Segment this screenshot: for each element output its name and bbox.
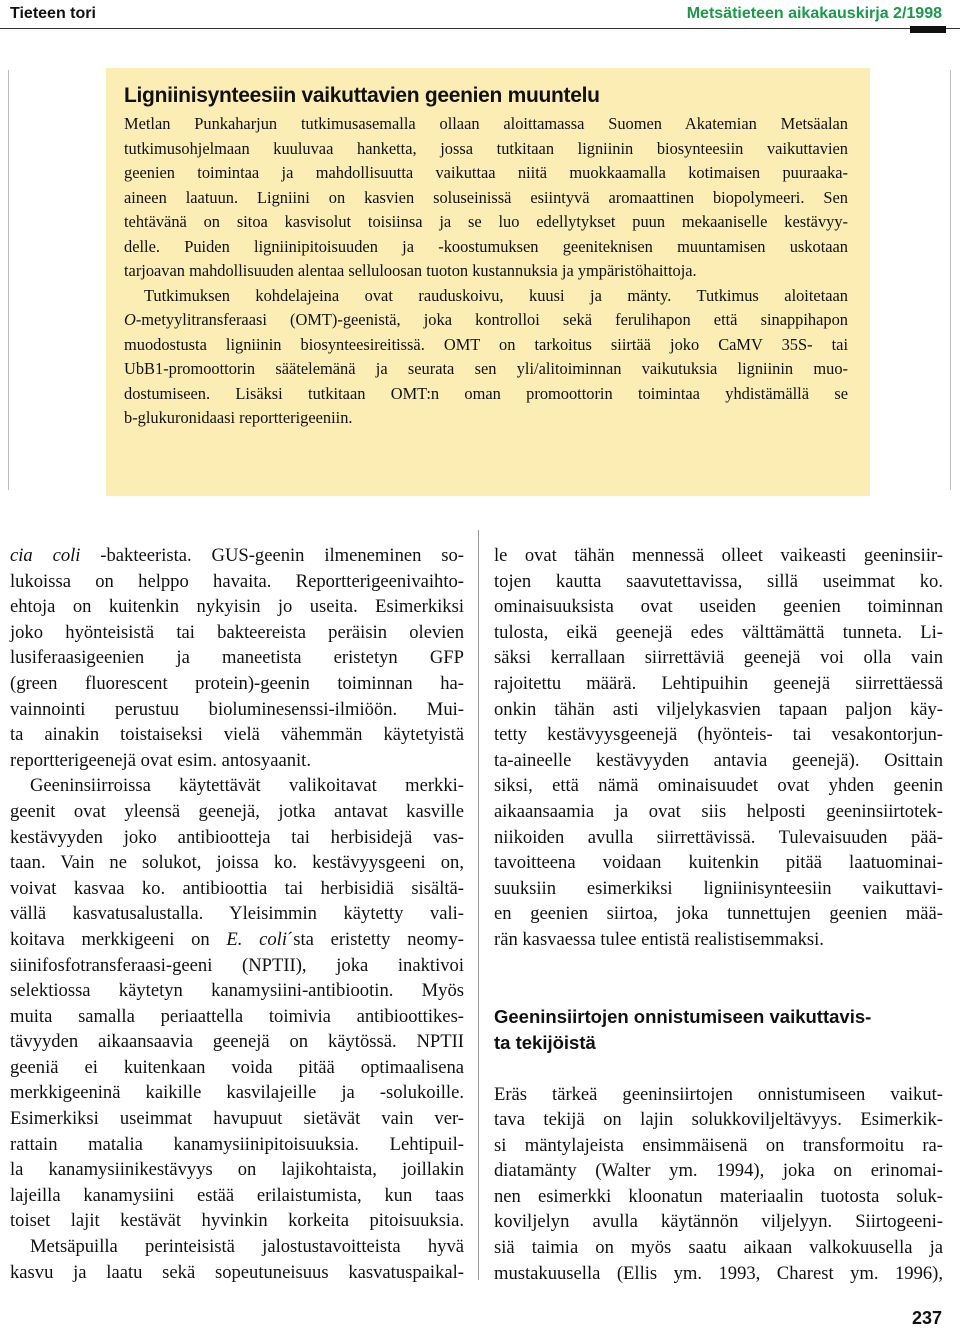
box-line: muodostusta ligniinin biosynteesireitissä. OMT on tarkoitus siirtää joko CaMV 35S- tai <box>124 334 848 354</box>
body-line: Esimerkiksi useimmat havupuut sietävät vain ver- <box>10 1108 464 1130</box>
body-line: nen esimerkki kloonatun materiaalin tuotosta soluk- <box>494 1185 943 1207</box>
body-line: geenit ovat yleensä geenejä, jotka antavat kasville <box>10 800 464 822</box>
box-line <box>124 308 848 333</box>
box-line: dostumiseen. Lisäksi tutkitaan OMT:n oman promoottorin toimintaa yhdistämällä se <box>124 383 848 403</box>
body-line: vällä kasvatusalustalla. Yleisimmin käytetty vali- <box>10 903 464 925</box>
body-line: Geeninsiirroissa käytettävät valikoitavat merkki- <box>30 775 464 797</box>
body-line: merkkigeeninä kaikille kasvilajeille ja -solukoille. <box>10 1082 464 1104</box>
page-number: 237 <box>911 1308 942 1328</box>
body-line <box>10 543 464 569</box>
body-line: reportterigeenejä ovat esim. antosyaanit. <box>10 749 311 771</box>
body-line: mustakuusella (Ellis ym. 1993, Charest ym. 1996), <box>494 1262 943 1284</box>
body-line: Metsäpuilla perinteisistä jalostustavoitteista hyvä <box>30 1236 464 1258</box>
body-line: siinifosfotransferaasi-geeni (NPTII), joka inaktivoi <box>10 954 464 976</box>
body-line: vainnointi perustuu bioluminesenssi-ilmiöön. Mui- <box>10 698 464 720</box>
box-line: tutkimusohjelmaan kuuluvaa hanketta, jossa tutkitaan ligniinin biosynteesiin vaikuttavien <box>124 138 848 158</box>
body-line: tetty kestävyysgeenejä (hyönteis- tai vesakontorjun- <box>494 724 943 746</box>
section-heading-line: ta tekijöistä <box>494 1031 596 1053</box>
italic-species: cia coli <box>10 545 81 566</box>
body-line: säksi kerrallaan siirrettäviä geenejä voi olla vain <box>494 647 943 669</box>
page-header <box>0 0 960 30</box>
box-line: delle. Puiden ligniinipitoisuuden ja -koostumuksen geeniteknisen muuntamisen uskotaan <box>124 236 848 256</box>
margin-line-left <box>8 70 9 490</box>
body-line: en geenien siirtoa, joka tunnettujen geenien mää- <box>494 903 943 925</box>
column-divider <box>478 530 479 1280</box>
body-line: ta ainakin toistaiseksi vielä vähemmän käytetyistä <box>10 724 464 746</box>
header-mark <box>910 26 946 33</box>
box-line: tehtävänä on sitoa kasvisolut toisiinsa ja se luo edellytykset puun mekaaniselle kestävyy- <box>124 212 848 231</box>
box-line-text: -metyylitransferaasi (OMT)-geenistä, joka kontrolloi sekä ferulihapon että sinappihapon <box>135 310 848 329</box>
italic-ecoli: E. coli <box>226 928 288 950</box>
body-line: selektiossa käytetyn kanamysiini-antibiootin. Myös <box>10 980 464 1002</box>
body-line: tava tekijä on lajin solukkoviljeltävyys. Esimerkik- <box>494 1109 943 1131</box>
body-line: siä taimia on myös saatu aikaan valkokuusella ja <box>494 1237 943 1259</box>
body-line <box>10 927 464 953</box>
body-line: tävyyden aikaansaavia geenejä on käytössä. NPTII <box>10 1031 464 1053</box>
body-line: toiset lajit kestävät hyvinkin korkeita pitoisuuksia. <box>10 1210 464 1232</box>
body-line: ehtoja on kuitenkin nykyisin jo useita. Esimerkiksi <box>10 596 464 618</box>
box-line: Metlan Punkaharjun tutkimusasemalla ollaan aloittamassa Suomen Akatemian Metsäalan <box>124 114 848 133</box>
body-line: rattain matalia kanamysiinipitoisuuksia. Lehtipuil- <box>10 1133 464 1155</box>
body-line: la kanamysiinikestävyys on lajikohtaista, joillakin <box>10 1159 464 1181</box>
body-line: tulosta, eikä geenejä edes välttämättä tunneta. Li- <box>494 621 943 643</box>
journal-name: Metsätieteen aikakauskirja 2/1998 <box>686 5 942 22</box>
body-line-text: koitava merkkigeeni on <box>10 928 227 950</box>
body-line: kasvu ja laatu sekä sopeutuneisuus kasvatuspaikal- <box>10 1261 464 1283</box>
body-line: tavoitteena voidaan kuitenkin pitää laatuominai- <box>494 852 943 874</box>
left-column <box>10 543 464 1285</box>
section-heading <box>494 1004 943 1056</box>
body-line: tojen kautta saavutettavissa, sillä useimmat ko. <box>494 570 943 592</box>
margin-line-right <box>950 70 951 490</box>
body-line: taan. Vain ne solukot, joissa ko. kestävyysgeeni on, <box>10 852 464 874</box>
box-text <box>124 112 848 431</box>
body-line: si mäntylajeista ensimmäisenä on transformoitu ra- <box>494 1134 943 1156</box>
box-line: UbB1-promoottorin säätelemänä ja seurata sen yli/alitoiminnan vaikutuksia ligniinin muo- <box>124 359 848 378</box>
body-line: siksi, että nämä ominaisuudet ovat yhden geenin <box>494 775 943 797</box>
body-line: voivat kasvaa ko. antibioottia tai herbisidiä sisältä- <box>10 877 464 899</box>
section-name: Tieteen tori <box>10 5 96 22</box>
body-line: geeniä ei kuitenkaan voida pitää optimaalisena <box>10 1056 464 1078</box>
spacer <box>494 1056 943 1082</box>
body-line: koviljelyn avulla käytännön viljelyyn. Siirtogeeni- <box>494 1211 943 1233</box>
body-line: lukoissa on helppo havaita. Reportterigeenivaihto- <box>10 570 464 592</box>
body-line: suuksiin esimerkiksi ligniinisynteesiin vaikuttavi- <box>494 877 943 899</box>
box-line: b-glukuronidaasi reportterigeeniin. <box>124 408 353 427</box>
box-line: Tutkimuksen kohdelajeina ovat rauduskoivu, kuusi ja mänty. Tutkimus aloitetaan <box>144 285 848 305</box>
body-line: niikoiden avulla siirrettävissä. Tulevaisuuden pää- <box>494 826 943 848</box>
body-line-text: -bakteerista. GUS-geenin ilmeneminen so- <box>80 545 464 566</box>
body-line: kestävyyden joko antibiootteja tai herbisidejä vas- <box>10 826 464 848</box>
right-column <box>494 543 943 1286</box>
box-line: aineen laatuun. Ligniini on kasvien soluseinissä esiintyvä aromaattinen biopolymeeri. Sen <box>124 187 848 207</box>
italic-o: O <box>124 310 136 329</box>
body-line: (green fluorescent protein)-geenin toiminnan ha- <box>10 672 464 694</box>
body-line: onkin tähän asti viljelykasvien tapaan paljon käy- <box>494 698 943 720</box>
body-line: Eräs tärkeä geeninsiirtojen onnistumiseen vaikut- <box>494 1083 943 1105</box>
box-title: Ligniinisynteesiin vaikuttavien geenien muuntelu <box>124 84 600 107</box>
body-line: muita samalla periaattella toimivia antibioottikes- <box>10 1005 464 1027</box>
section-heading-line: Geeninsiirtojen onnistumiseen vaikuttavis- <box>494 1005 872 1027</box>
body-line: rajoitettu määrä. Lehtipuihin geenejä siirrettäessä <box>494 672 943 694</box>
box-line: tarjoavan mahdollisuuden alentaa selluloosan tuoton kustannuksia ja ympäristöhaittoja. <box>124 261 697 280</box>
box-line: geenien toimintaa ja mahdollisuutta vaikuttaa niitä muokkaamalla kotimaisen puuraaka- <box>124 163 848 182</box>
body-line: le ovat tähän mennessä olleet vaikeasti geeninsiir- <box>494 545 943 566</box>
body-line: rän kasvaessa tulee entistä realistisemmaksi. <box>494 928 824 950</box>
body-line-text: ´sta eristetty neomy- <box>287 928 464 950</box>
spacer <box>494 953 943 1004</box>
body-line: aikaansaamia ja ovat siis helposti geeninsiirtotek- <box>494 800 943 822</box>
header-rule <box>0 28 960 29</box>
body-line: lajeilla kanamysiini estää erilaistumista, kun taas <box>10 1184 464 1206</box>
info-box <box>106 68 870 496</box>
body-line: ominaisuuksista ovat useiden geenien toiminnan <box>494 596 943 618</box>
body-line: diatamänty (Walter ym. 1994), joka on erinomai- <box>494 1160 943 1182</box>
body-line: lusiferaasigeenien ja maneetista eristetyn GFP <box>10 647 464 669</box>
body-line: joko hyönteisistä tai bakteereista peräisin olevien <box>10 621 464 643</box>
body-line: ta-aineelle kestävyyden antavia geenejä). Osittain <box>494 749 943 771</box>
